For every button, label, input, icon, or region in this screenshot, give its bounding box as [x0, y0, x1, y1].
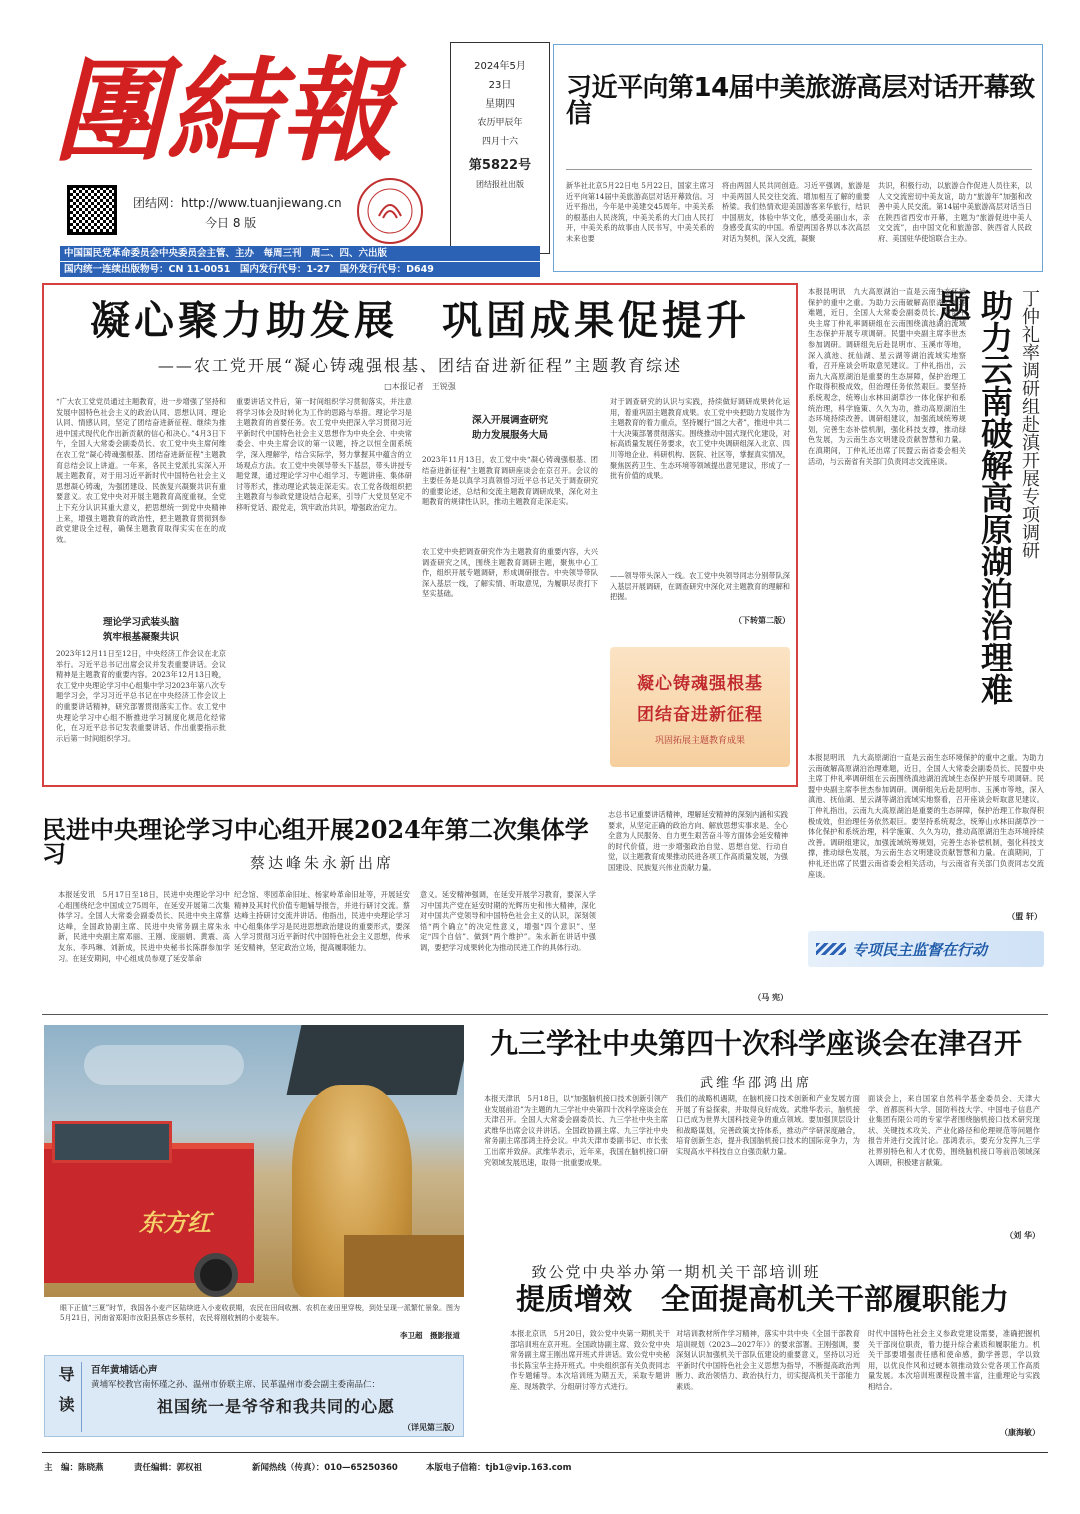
party-seal-icon	[357, 178, 423, 244]
masthead-title: 團結報	[53, 46, 395, 177]
lead-story	[42, 283, 798, 787]
lead-col2: 重要讲话文件后，第一时间组织学习贯彻落实，并注意将学习体会及时转化为工作的思路与举措。理论学习是主题教育的首要任务。农工党中央把深入学习贯彻习近平新时代中国特色社会主义思想作为中央全会、中央常委会、中央主席会议的第一议题，持之以恒全面系统学，深入理解学，结合实际学，努力掌握其中蕴含的立场观点方法。农工党中央领导带头下基层，带头讲授专题党课，通过理论学习中心组学习、专题讲座、集体研讨等形式，推动理论武装走深走实。农工党各级组织把主题教育与参政党建设结合起来，引导广大党员坚定不移听党话、跟党走，筑牢政治共识，增强政治定力。	[236, 397, 412, 512]
truck-cab	[52, 1121, 172, 1163]
sky-cloud	[84, 1045, 244, 1085]
lunar-year: 农历甲辰年	[477, 118, 523, 128]
mid-col3: 意义。延安精神强调，在延安开展学习教育，要深入学习中国共产党在延安时期的光辉历史和伟大精神，深化对中国共产党领导和中国特色社会主义的认识，深刻领悟“两个确立”的决定性意义，增强“四个意识”、坚定“四个自信”、做到“两个维护”。朱永新在讲话中强调，要把学习成果转化为推动民进工作的具体行动。	[420, 890, 596, 952]
mid-signoff: （马 宪）	[753, 993, 788, 1002]
jiusan-col2: 我们的战略机遇期，在脑机接口技术创新和产业发展方面开展了有益探索，并取得良好成效。武维华表示，脑机接口已成为世界大国科技竞争的重点领域。要加强顶层设计和战略谋划，完善政策支持体系，推动产学研深度融合，培育创新生态，提升我国脑机接口技术的国际竞争力，为实现高水平科技自立自强贡献力量。	[676, 1094, 860, 1156]
footer-editor: 主 编：陈晓燕	[44, 1463, 104, 1473]
logo-line1: 凝心铸魂强根基	[637, 674, 763, 694]
zhigong-story	[476, 1255, 1048, 1440]
top-story-col1: 新华社北京5月22日电 5月22日，国家主席习近平向第14届中美旅游高层对话开幕致信。习近平指出，今年是中美建交45周年。中美关系的根基由人民浇筑，中美关系的大门由人民打开，中美关系的故事由人民书写，中美关系的未来也要	[566, 181, 714, 243]
website-link[interactable]: 团结网：http://www.tuanjiewang.cn	[133, 196, 342, 210]
masthead	[45, 20, 555, 260]
lead-subhead-2: 深入开展调查研究 助力发展服务大局	[471, 415, 548, 441]
footer-rule	[42, 1452, 1048, 1453]
guide-desc: 黄埔军校教官南怀瑾之孙、温州市侨联主席、民革温州市委会副主委南品仁：	[91, 1380, 381, 1390]
date-line2: 23日	[488, 80, 512, 91]
jiusan-headline: 九三学社中央第四十次科学座谈会在津召开	[489, 1027, 1022, 1060]
theme-education-logo	[610, 647, 790, 767]
footer-hotline: 新闻热线（传真）：010—65250360	[252, 1463, 398, 1473]
top-story-headline: 习近平向第14届中美旅游高层对话开幕致信	[566, 73, 1035, 129]
jiusan-col1: 本报天津讯 5月18日，以“加强脑机接口技术创新引领产业发展前沿”为主题的九三学社中央第四十次科学座谈会在天津召开。全国人大常委会副委员长、九三学社中央主席武维华出席会议并讲话。全国政协副主席、九三学社中央常务副主席邵鸿主持会议。中共天津市委副书记、市长张工出席并致辞。武维华表示，近年来，我国在脑机接口研究领域发展迅速，取得一批重要成果。	[484, 1094, 668, 1167]
photo-credit: 李卫超 摄影报道	[400, 1331, 460, 1340]
jiusan-signoff: （刘 华）	[1005, 1231, 1040, 1240]
date-line1: 2024年5月	[474, 61, 526, 72]
photo-caption: 眼下正值“三夏”时节，我国各小麦产区陆续进入小麦收获期，农民在田间收割、农机在麦田里穿梭，到处呈现一派繁忙景象。图为5月21日，河南省郑阳市汝阳县蔡店乡蔡村，农民将刚收割的小麦装车。	[60, 1304, 460, 1322]
guide-title: 百年黄埔话心声	[91, 1365, 158, 1376]
top-story-col2: 将由两国人民共同创造。习近平强调，旅游是中美两国人民交往交流、增加相互了解的重要桥梁。我们热情欢迎美国游客来华旅行，结识中国朋友，体验中华文化，感受美丽山水，亲身感受真实的中国。希望两国各界以本次高层对话为契机，深入交流，凝聚	[722, 181, 870, 243]
truck-wheel	[194, 1253, 238, 1297]
grain-spout	[287, 1025, 464, 1095]
lead-col4: 对于调查研究的认识与实践，持续做好调研成果转化运用，着重巩固主题教育成果。农工党中央把助力发展作为主题教育的着力重点，坚持履行“国之大者”，推进中共二十大决策部署贯彻落实。围绕推动中国式现代化建设，对标高质量发展任务要求，农工党中央调研组深入北京、四川等地企业、科研机构、医院、社区等，掌握真实情况，聚焦医药卫生、生态环境等领域提出意见建议，形成了一批有价值的成果。	[610, 397, 790, 481]
qr-code-icon	[67, 185, 117, 235]
issue-number: 第5822号	[468, 158, 532, 173]
jiusan-subhead: 武维华邵鸿出席	[699, 1076, 812, 1091]
lunar-day: 四月十六	[481, 137, 518, 147]
grain-trailer	[344, 1235, 464, 1297]
logo-line2: 团结奋进新征程	[637, 705, 763, 725]
guide-label: 导读	[56, 1366, 75, 1426]
lead-subhead-1: 理论学习武装头脑 筑牢根基凝聚共识	[102, 617, 179, 643]
lead-col3b: 农工党中央把调查研究作为主题教育的重要内容，大兴调查研究之风，围绕主题教育调研主题，聚焦中心工作，组织开展专题调研，形成调研报告。中央领导带队深入基层一线，了解实情、听取意见，为履职尽责打下坚实基础。	[422, 547, 598, 599]
date-box	[450, 42, 550, 254]
zhigong-signoff: （康海敏）	[1000, 1428, 1040, 1437]
mid-col4: 志总书记重要讲话精神，理解延安精神的深刻内涵和实践要求，从坚定正确的政治方向、解放思想实事求是、全心全意为人民服务、自力更生艰苦奋斗等方面体会延安精神的时代价值，进一步增强政治自觉、思想自觉、行动自觉，以主题教育成果推动民进各项工作高质量发展，为强国建设、民族复兴伟业贡献力量。	[608, 810, 788, 872]
supervision-banner	[808, 931, 1044, 967]
lead-story-byline: □本报记者 王锐强	[384, 382, 456, 391]
date-weekday: 星期四	[485, 99, 515, 110]
lead-continued: （下转第二版）	[734, 616, 790, 625]
mid-headline: 民进中央理论学习中心组开展2024年第二次集体学习	[42, 815, 589, 868]
banner-text: 专项民主监督在行动	[852, 941, 988, 959]
right-headline: 助力云南破解高原湖泊治理难题	[934, 289, 1014, 705]
lead-col1: “广大农工党党员通过主题教育，进一步增强了坚持和发展中国特色社会主义的政治认同、思想认同、理论认同、情感认同，坚定了团结奋进新征程、继续为推进中国式现代化作出新贡献的信心和决心。”4月3日下午，全国人大常委会副委员长、农工党中央主席何维在农工党“凝心铸魂强根基、团结奋进新征程”主题教育总结会议上讲道。一年来，各民主党派扎实深入开展主题教育，对于用习近平新时代中国特色社会主义思想凝心铸魂，为强团建设、民族复兴凝聚共识有重要意义。农工党中央对开展主题教育高度重视，全党上下充分认识其重大意义，把思想统一到党中央精神上来，增强主题教育的政治性，把主题教育贯彻到参政党建设全过程，确保主题教育取得实实在在的成效。	[56, 397, 226, 544]
zhigong-col3: 时代中国特色社会主义参政党建设需要，准确把握机关干部岗位职责，着力提升综合素质和履职能力。机关干部要增强责任感和使命感，勤学善思，学以致用，以优良作风和过硬本领推动致公党各项工作高质量发展。本次培训班课程设置丰富，注重理论与实践相结合。	[868, 1329, 1040, 1391]
jiusan-col3: 面谈会上，来自国家自然科学基金委员会、天津大学、首都医科大学、国防科技大学、中国电子信息产业集团有限公司的专家学者围绕脑机接口技术研究现状、关键技术攻关、产业化路径和伦理规范等问题作报告并进行交流讨论。邵鸿表示，要充分发挥九三学社界别特色和人才优势，围绕脑机接口等前沿领域深入调研，积极建言献策。	[868, 1094, 1040, 1167]
right-column-story	[808, 283, 1048, 973]
right-signoff: （盟 轩）	[1007, 912, 1042, 921]
guide-quote: 祖国统一是爷爷和我共同的心愿	[156, 1397, 395, 1416]
guide-divider	[81, 1362, 82, 1432]
jiusan-story	[476, 1020, 1048, 1245]
top-story	[553, 44, 1043, 272]
harvest-photo	[44, 1025, 464, 1297]
top-story-col3: 共识，积极行动，以旅游合作促进人员往来，以人文交流密切中美友谊，助力“旅游年”加强和改善中美人民交流。第14届中美旅游高层对话当日在陕西省西安市开幕，主题为“旅游促进中美人文交流”，由中国文化和旅游部、陕西省人民政府、美国驻华使馆联合主办。	[878, 181, 1032, 243]
guide-ref[interactable]: （详见第三版）	[403, 1423, 459, 1432]
zhigong-col1: 本报北京讯 5月20日，致公党中央第一期机关干部培训班在京开班。全国政协副主席、致公党中央常务副主席王刚出席开班式并讲话。致公党中央秘书长陈宝华主持开班式。中央组织部有关负责同志作专题辅导。本次培训班为期五天，采取专题讲座、现场教学、分组研讨等方式进行。	[510, 1329, 670, 1391]
lead-story-headline: 凝心聚力助发展 巩固成果促提升	[90, 297, 750, 344]
right-body: 本报昆明讯 九大高原湖泊一直是云南生态环境保护的重中之重。为助力云南破解高原湖泊治理难题，近日，全国人大常委会副委员长、民盟中央主席丁仲礼率调研组在云南围绕滇池湖泊流域生态保护开展专项调研。民盟中央副主席李世杰参加调研。调研组先后赴昆明市、玉溪市等地，深入滇池、抚仙湖、星云湖等湖泊流域实地察看，召开座谈会听取意见建议。丁仲礼指出，云南九大高原湖泊是重要的生态屏障，保护治理工作取得积极成效，但治理任务依然艰巨。要坚持系统观念，统筹山水林田湖草沙一体化保护和系统治理，科学施策、久久为功，推动高原湖泊生态环境持续改善。调研组建议，加强流域统筹规划，完善生态补偿机制，强化科技支撑，推动绿色发展，为云南生态文明建设贡献智慧和力量。在滇期间，丁仲礼还出席了民盟云南省委会相关活动，与云南省有关部门负责同志交流座谈。	[808, 287, 966, 466]
section-divider	[42, 1014, 1048, 1015]
truck-brand: 东方红	[139, 1208, 211, 1237]
lead-col4b: ——领导带头深入一线。农工党中央领导同志分别带队深入基层开展调研，在调查研究中深化对主题教育的理解和把握。	[610, 571, 790, 602]
publisher: 团结报社出版	[476, 180, 524, 189]
mid-subhead: 蔡达峰朱永新出席	[249, 854, 394, 872]
footer-duty-editor: 责任编辑：郭权祖	[134, 1463, 203, 1473]
right-kicker: 丁仲礼率调研组赴滇开展专项调研	[1019, 289, 1040, 559]
zhigong-kicker: 致公党中央举办第一期机关干部培训班	[531, 1263, 821, 1281]
sponsor-bar: 中国国民党革命委员会中央委员会主管、主办 每周三刊 周二、四、六出版	[60, 246, 540, 261]
zhigong-col2: 对培训教材所作学习精神，落实中共中央《全国干部教育培训规划（2023—2027年）》的要求部署。王刚强调，要深刻认识加强机关干部队伍建设的重要意义，坚持以习近平新时代中国特色社会主义思想为指导，不断提高政治判断力、政治领悟力、政治执行力，切实提高机关干部能力素质。	[676, 1329, 860, 1391]
banner-stripes-icon	[816, 943, 846, 955]
mid-col2: 纪念馆、枣园革命旧址、杨家岭革命旧址等，开展延安精神及其时代价值专题辅导报告，并进行研讨交流。蔡达峰主持研讨交流并讲话。他指出，民进中央理论学习中心组集体学习是民进思想政治建设的重要形式，要深入学习贯彻习近平新时代中国特色社会主义思想，传承延安精神，坚定政治立场，提高履职能力。	[234, 890, 410, 952]
lead-story-subhead: ——农工党开展“凝心铸魂强根基、团结奋进新征程”主题教育综述	[157, 356, 683, 375]
right-body-continued: 本报昆明讯 九大高原湖泊一直是云南生态环境保护的重中之重。为助力云南破解高原湖泊治理难题，近日，全国人大常委会副委员长、民盟中央主席丁仲礼率调研组在云南围绕滇池湖泊流域生态保护开展专项调研。民盟中央副主席李世杰参加调研。调研组先后赴昆明市、玉溪市等地，深入滇池、抚仙湖、星云湖等湖泊流域实地察看，召开座谈会听取意见建议。丁仲礼指出，云南九大高原湖泊是重要的生态屏障，保护治理工作取得积极成效，但治理任务依然艰巨。要坚持系统观念，统筹山水林田湖草沙一体化保护和系统治理，科学施策、久久为功，推动高原湖泊生态环境持续改善。调研组建议，加强流域统筹规划，完善生态补偿机制，强化科技支撑，推动绿色发展，为云南生态文明建设贡献智慧和力量。在滇期间，丁仲礼还出席了民盟云南省委会相关活动，与云南省有关部门负责同志交流座谈。	[808, 753, 1044, 879]
lead-col3: 2023年11月13日，农工党中央“凝心铸魂强根基、团结奋进新征程”主题教育调研座谈会在京召开。会议的主要任务是以真学习真领悟习近平总书记关于调查研究的重要论述，总结和交流主题教育调研成果，深化对主题教育的规律性认识，推动主题教育走深走实。	[422, 455, 598, 507]
mid-story	[42, 806, 800, 1006]
zhigong-headline: 提质增效 全面提高机关干部履职能力	[516, 1282, 1010, 1316]
guide-box[interactable]	[44, 1355, 464, 1437]
divider	[566, 169, 1032, 170]
logo-line3: 巩固拓展主题教育成果	[654, 736, 745, 746]
pages-count: 今日 8 版	[205, 216, 257, 230]
publication-numbers-bar: 国内统一连续出版物号：CN 11-0051 国内发行代号：1-27 国外发行代号：D649	[60, 262, 540, 277]
lead-col1b: 2023年12月11日至12日，中央经济工作会议在北京举行。习近平总书记出席会议并发表重要讲话。会议精神是主题教育的重要内容。2023年12月13日晚，农工党中央理论学习中心组集中学习2023年第八次专题学习会，学习习近平总书记在中央经济工作会议上的重要讲话精神，研究部署贯彻落实工作。农工党中央理论学习中心组不断推进学习制度化规范化经常化，在习近平总书记发表重要讲话、作出重要指示批示后第一时间组织学习。	[56, 649, 226, 743]
footer-email[interactable]: 本版电子信箱：tjb1@vip.163.com	[426, 1463, 572, 1473]
mid-col1: 本报延安讯 5月17日至18日，民进中央理论学习中心组围绕纪念中国成立75周年，在延安开展第二次集体学习。全国人大常委会副委员长、民进中央主席蔡达峰，全国政协副主席、民进中央常务副主席朱永新，民进中央副主席邓丽、王刚、庞丽娟、黄震、高友东、李玛琳、刘新成，民进中央秘书长陈群参加学习。在延安期间，中心组成员参观了延安革命	[58, 890, 230, 963]
